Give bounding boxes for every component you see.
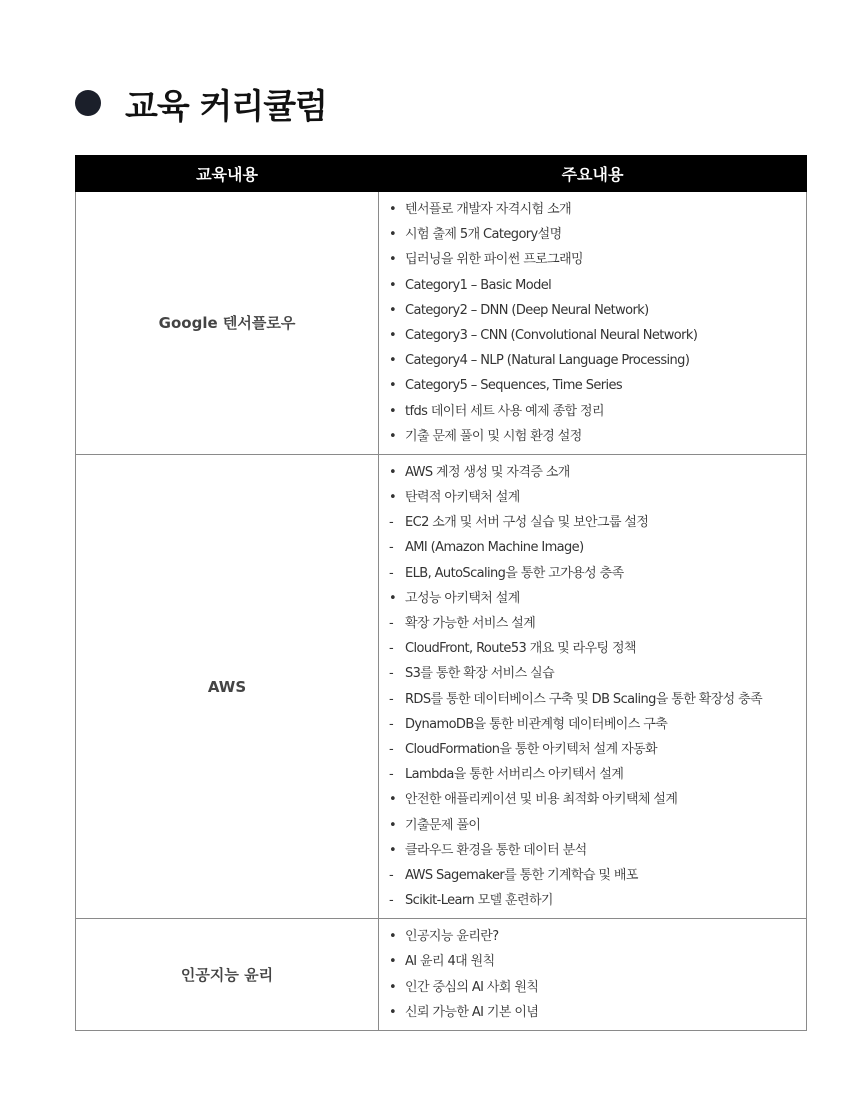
topic-text: Category5 – Sequences, Time Series — [405, 378, 623, 394]
list-item — [389, 373, 804, 398]
topic-list — [389, 924, 804, 1025]
topic-text: 인공지능 윤리란? — [405, 929, 499, 945]
list-item — [389, 586, 804, 611]
list-item — [389, 298, 804, 323]
dash-icon: - — [389, 565, 394, 581]
bullet-icon: • — [389, 954, 397, 970]
bullet-icon: • — [389, 302, 397, 318]
dash-icon: - — [389, 616, 394, 631]
list-item — [389, 888, 804, 913]
table-body — [76, 192, 807, 1031]
topic-text: 탄력적 아키택처 설계 — [405, 490, 520, 506]
bullet-icon: • — [389, 403, 397, 419]
list-item — [389, 949, 804, 974]
topic-text: 신뢰 가능한 AI 기본 이념 — [405, 1004, 539, 1020]
topic-text: Category2 – DNN (Deep Neural Network) — [405, 302, 649, 318]
course-subject: 인공지능 윤리 — [76, 919, 379, 1031]
topic-text: 고성능 아키택처 설계 — [405, 590, 520, 606]
topic-text: 딥러닝을 위한 파이썬 프로그래밍 — [405, 252, 584, 268]
dash-icon: - — [389, 716, 394, 732]
list-item — [389, 924, 804, 949]
topic-text: 안전한 애플리케이션 및 비용 최적화 아키택체 설계 — [405, 792, 678, 808]
list-item — [389, 222, 804, 247]
bullet-icon: • — [389, 1004, 397, 1020]
list-item — [389, 611, 804, 636]
dash-icon: - — [389, 540, 394, 556]
list-item — [389, 247, 804, 272]
list-item — [389, 197, 804, 222]
bullet-icon: • — [389, 464, 397, 480]
list-item — [389, 762, 804, 787]
list-item — [389, 273, 804, 298]
dash-icon: - — [389, 741, 394, 757]
table-row — [76, 454, 807, 918]
topic-text: RDS를 통한 데이터베이스 구축 및 DB Scaling을 통한 확장성 충족 — [405, 691, 763, 707]
dash-icon: - — [389, 767, 394, 783]
topic-text: AWS Sagemaker를 통한 기계학습 및 배포 — [405, 867, 638, 883]
topic-text: 기출 문제 풀이 및 시험 환경 설정 — [405, 428, 582, 444]
topic-text: 인간 중심의 AI 사회 원칙 — [405, 979, 539, 995]
topic-text: S3를 통한 확장 서비스 실습 — [405, 666, 555, 682]
topic-list — [389, 197, 804, 449]
bullet-icon: • — [389, 327, 397, 343]
bullet-icon: • — [389, 817, 397, 833]
dash-icon: - — [389, 641, 394, 657]
list-item — [389, 535, 804, 560]
topic-text: AWS 계정 생성 및 자격증 소개 — [405, 464, 570, 480]
course-subject: AWS — [76, 454, 379, 918]
course-topics — [379, 454, 807, 918]
list-item — [389, 838, 804, 863]
bullet-icon: • — [389, 929, 397, 945]
list-item — [389, 661, 804, 686]
dash-icon: - — [389, 515, 394, 531]
dash-icon: - — [389, 893, 394, 909]
list-item — [389, 636, 804, 661]
section-heading — [75, 78, 327, 128]
topic-text: 클라우드 환경을 통한 데이터 분석 — [405, 842, 587, 858]
bullet-icon: • — [389, 277, 397, 293]
list-item — [389, 813, 804, 838]
page-title: 교육 커리큘럼 — [125, 86, 327, 127]
list-item — [389, 561, 804, 586]
topic-text: AMI (Amazon Machine Image) — [405, 540, 584, 556]
topic-text: 확장 가능한 서비스 설계 — [405, 616, 536, 631]
topic-list — [389, 460, 804, 913]
topic-text: tfds 데이터 세트 사용 예제 종합 정리 — [405, 403, 604, 419]
bullet-icon: • — [389, 353, 397, 369]
list-item — [389, 424, 804, 449]
bullet-icon: • — [389, 979, 397, 995]
course-topics — [379, 192, 807, 455]
dash-icon: - — [389, 666, 394, 682]
bullet-icon: • — [389, 202, 397, 217]
topic-text: 시험 출제 5개 Category설명 — [405, 227, 562, 243]
dash-icon: - — [389, 867, 394, 883]
bullet-icon: • — [389, 252, 397, 268]
list-item — [389, 399, 804, 424]
bullet-icon: • — [389, 428, 397, 444]
topic-text: DynamoDB을 통한 비관계형 데이터베이스 구축 — [405, 716, 668, 732]
topic-text: Category1 – Basic Model — [405, 277, 552, 293]
topic-text: ELB, AutoScaling을 통한 고가용성 충족 — [405, 565, 624, 581]
list-item — [389, 863, 804, 888]
list-item — [389, 485, 804, 510]
bullet-icon: • — [389, 490, 397, 506]
course-subject: Google 텐서플로우 — [76, 192, 379, 455]
bullet-icon: • — [389, 590, 397, 606]
course-topics — [379, 919, 807, 1031]
list-item — [389, 460, 804, 485]
topic-text: Scikit-Learn 모델 훈련하기 — [405, 893, 553, 909]
topic-text: Lambda을 통한 서버리스 아키텍서 설계 — [405, 767, 624, 783]
bullet-icon: • — [389, 792, 397, 808]
topic-text: Category3 – CNN (Convolutional Neural Network) — [405, 327, 698, 343]
list-item — [389, 510, 804, 535]
topic-text: 텐서플로 개발자 자격시험 소개 — [405, 202, 572, 217]
column-header-content: 주요내용 — [379, 156, 807, 192]
list-item — [389, 737, 804, 762]
curriculum-table — [75, 155, 807, 1031]
bullet-icon: • — [389, 842, 397, 858]
bullet-dot-icon — [75, 90, 101, 116]
topic-text: CloudFront, Route53 개요 및 라우팅 정책 — [405, 641, 636, 657]
list-item — [389, 712, 804, 737]
list-item — [389, 687, 804, 712]
topic-text: CloudFormation을 통한 아키텍처 설계 자동화 — [405, 741, 657, 757]
bullet-icon: • — [389, 227, 397, 243]
list-item — [389, 348, 804, 373]
column-header-subject: 교육내용 — [76, 156, 379, 192]
table-header-row — [76, 156, 807, 192]
list-item — [389, 787, 804, 812]
list-item — [389, 323, 804, 348]
table-row — [76, 919, 807, 1031]
topic-text: Category4 – NLP (Natural Language Processing) — [405, 353, 690, 369]
dash-icon: - — [389, 691, 394, 707]
bullet-icon: • — [389, 378, 397, 394]
table-row — [76, 192, 807, 455]
list-item — [389, 975, 804, 1000]
topic-text: 기출문제 풀이 — [405, 817, 481, 833]
list-item — [389, 1000, 804, 1025]
topic-text: EC2 소개 및 서버 구성 실습 및 보안그룹 설정 — [405, 515, 649, 531]
topic-text: AI 윤리 4대 원칙 — [405, 954, 495, 970]
